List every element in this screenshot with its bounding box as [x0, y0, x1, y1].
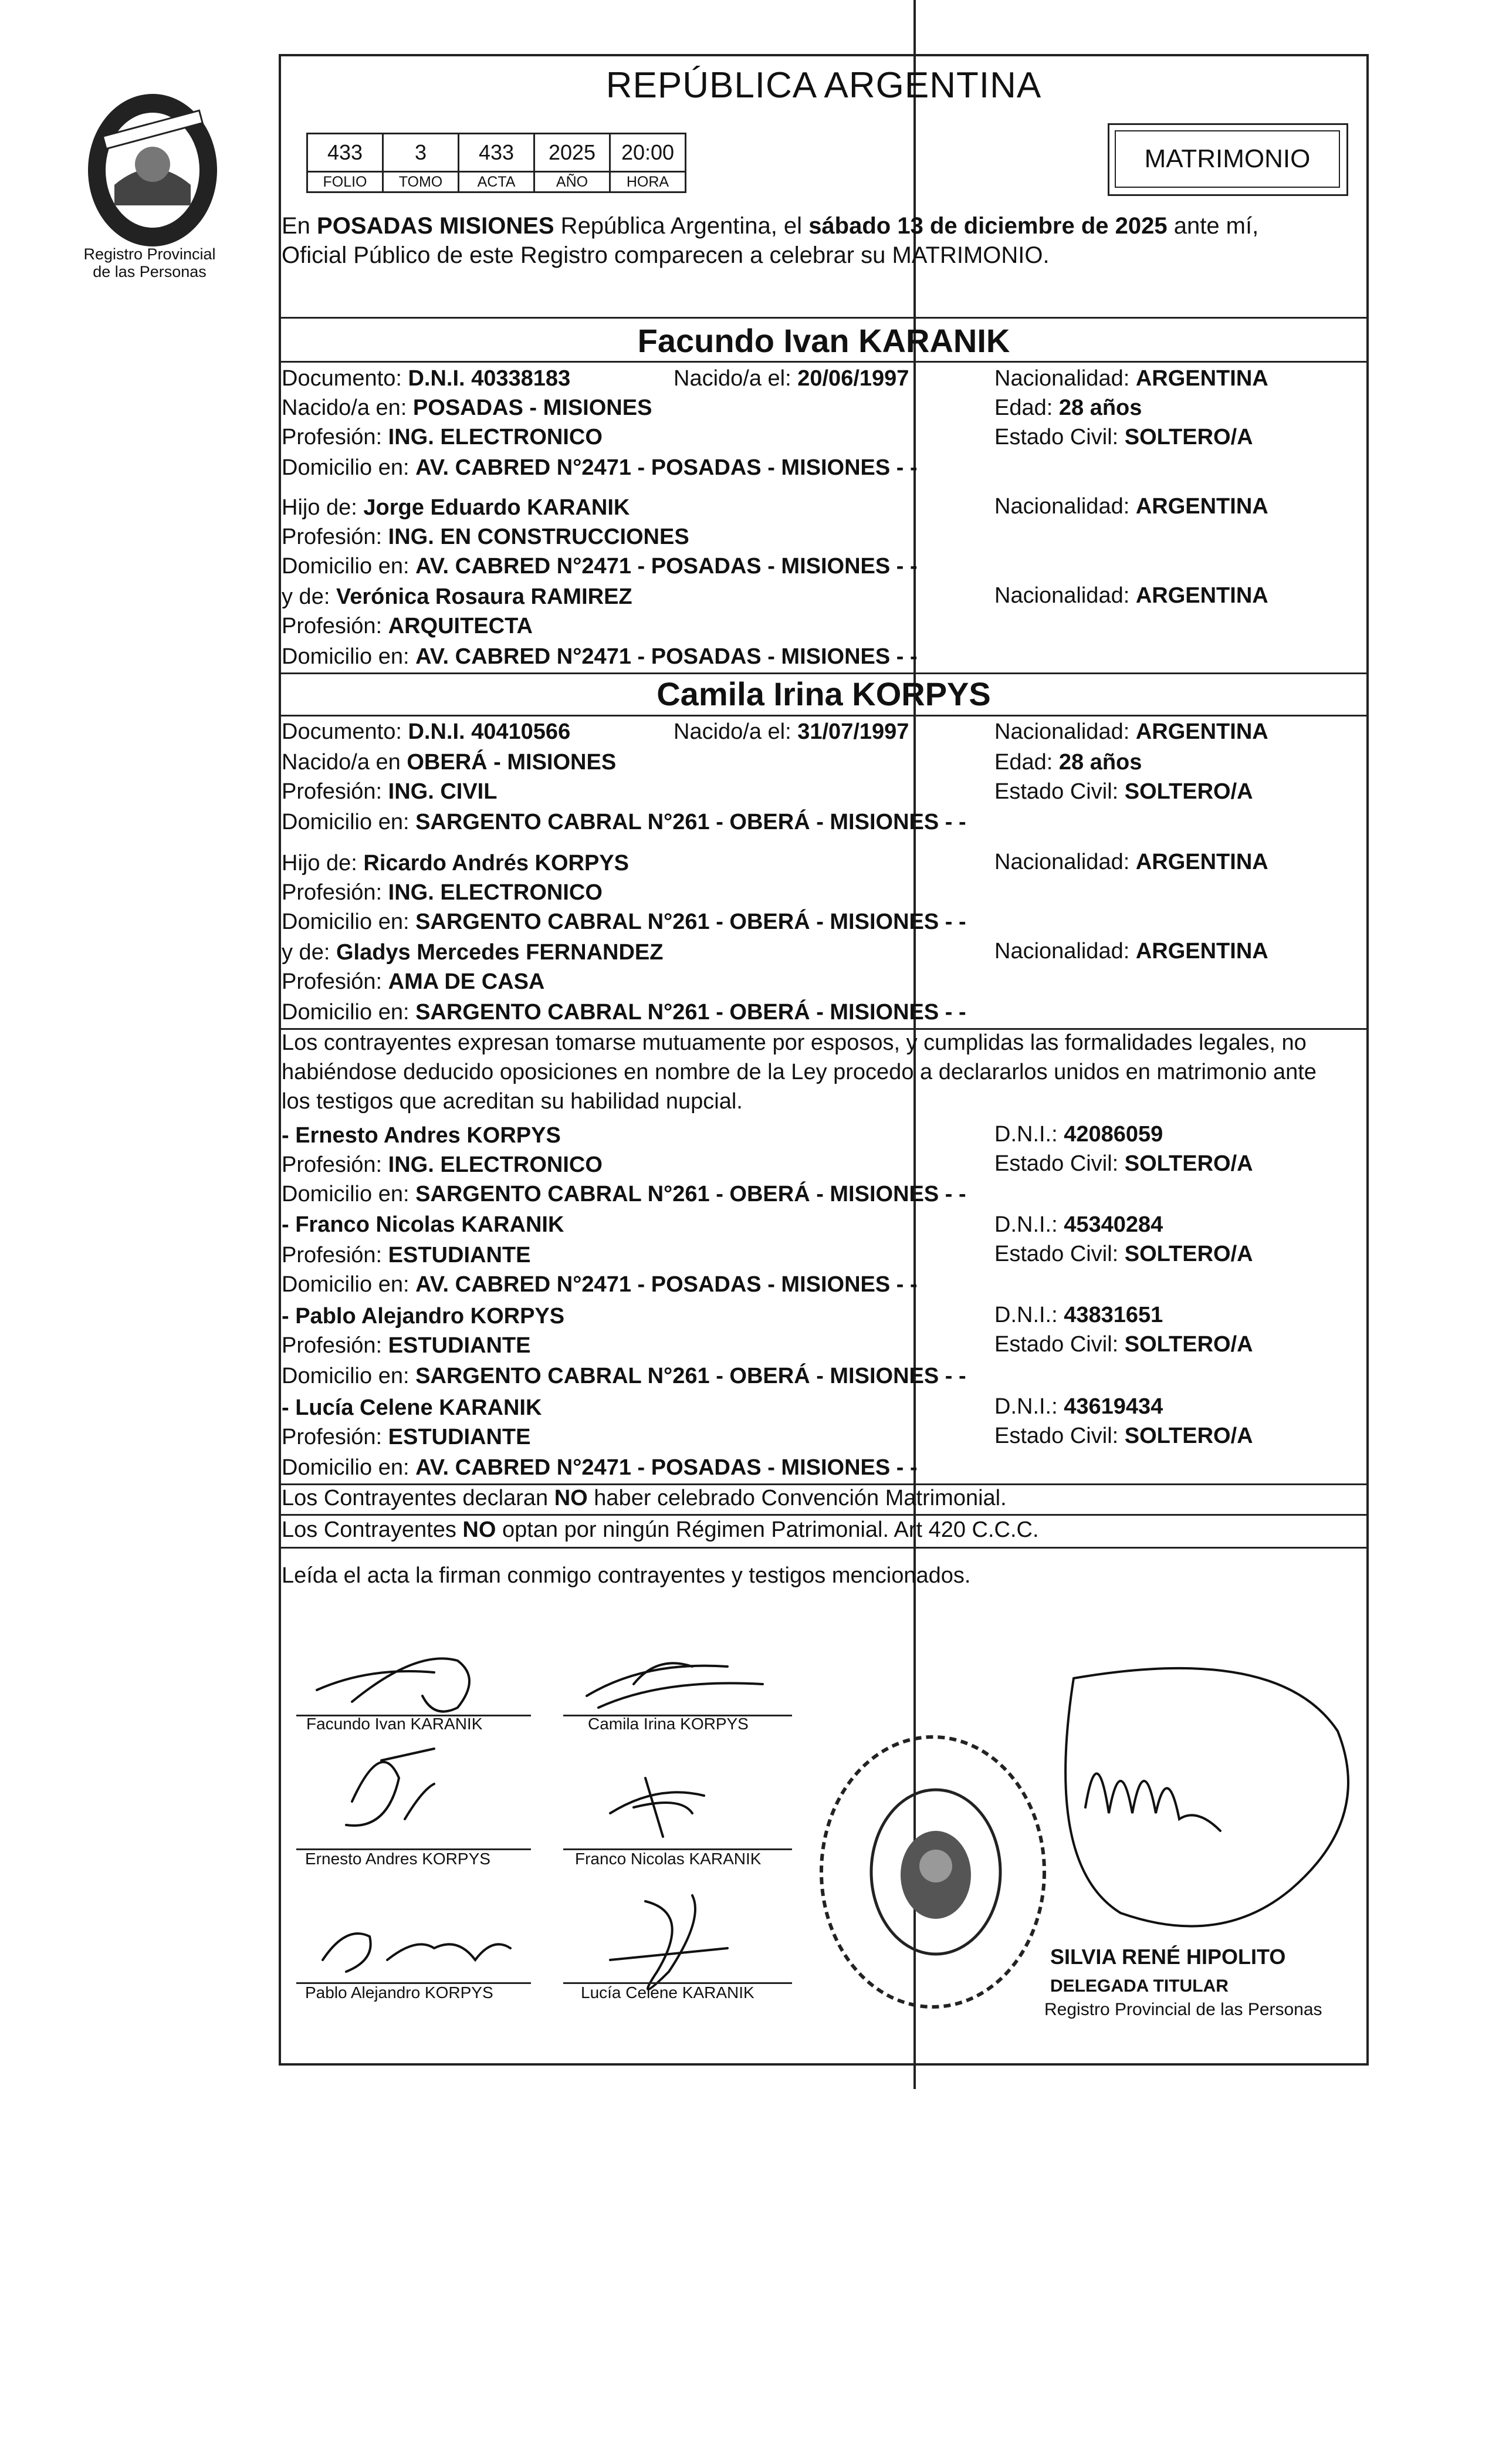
closing-text: Leída el acta la firman conmigo contrayentes y testigos mencionados. [282, 1563, 971, 1588]
groom-address: Domicilio en: AV. CABRED N°2471 - POSADAS - MISIONES - - [282, 455, 918, 480]
intro-line1: En POSADAS MISIONES República Argentina, el sábado 13 de diciembre de 2025 ante mí, [282, 213, 1259, 239]
logo-caption [62, 245, 238, 280]
groom-civil-status: Estado Civil: SOLTERO/A [994, 425, 1253, 449]
bride-mother-nationality: Nacionalidad: ARGENTINA [994, 939, 1268, 964]
folio-value: 433 [307, 134, 383, 172]
groom-born-on: Nacido/a el: 20/06/1997 [674, 366, 909, 391]
witness-name: - Ernesto Andres KORPYS [282, 1123, 561, 1148]
groom-mother-nationality: Nacionalidad: ARGENTINA [994, 583, 1268, 608]
groom-father-name: Hijo de: Jorge Eduardo KARANIK [282, 495, 630, 520]
groom-document: Documento: D.N.I. 40338183 [282, 366, 571, 391]
officer-role: DELEGADA TITULAR [1050, 1976, 1229, 1996]
groom-father-profession: Profesión: ING. EN CONSTRUCCIONES [282, 525, 689, 549]
officer-office: Registro Provincial de las Personas [1044, 2000, 1322, 2019]
acta-value: 433 [459, 134, 534, 172]
signature-label: Franco Nicolas KARANIK [575, 1850, 762, 1868]
registry-seal [816, 1725, 1062, 2019]
witness-civil-status: Estado Civil: SOLTERO/A [994, 1332, 1253, 1357]
tomo-value: 3 [383, 134, 459, 172]
witness-profession: Profesión: ING. ELECTRONICO [282, 1152, 603, 1177]
witness-name: - Pablo Alejandro KORPYS [282, 1304, 565, 1329]
signature-label: Lucía Celene KARANIK [581, 1983, 754, 2002]
officer-name: SILVIA RENÉ HIPOLITO [1050, 1945, 1286, 1969]
groom-mother-name: y de: Verónica Rosaura RAMIREZ [282, 584, 632, 609]
bride-mother-profession: Profesión: AMA DE CASA [282, 969, 545, 994]
signature-label: Camila Irina KORPYS [588, 1715, 749, 1733]
witness-profession: Profesión: ESTUDIANTE [282, 1333, 531, 1358]
declaration-line1: Los contrayentes expresan tomarse mutuamente por esposos, y cumplidas las formalidades legales, no [282, 1030, 1307, 1055]
witness-civil-status: Estado Civil: SOLTERO/A [994, 1424, 1253, 1448]
witness-name: - Franco Nicolas KARANIK [282, 1212, 564, 1237]
provincial-logo [79, 82, 226, 258]
witness-dni: D.N.I.: 42086059 [994, 1122, 1163, 1147]
hora-value: 20:00 [610, 134, 686, 172]
witness-address: Domicilio en: AV. CABRED N°2471 - POSADAS - MISIONES - - [282, 1272, 918, 1297]
divider [279, 361, 1369, 363]
groom-born-in: Nacido/a en: POSADAS - MISIONES [282, 396, 652, 420]
doc-type: MATRIMONIO [1115, 130, 1340, 188]
witness-address: Domicilio en: SARGENTO CABRAL N°261 - OBERÁ - MISIONES - - [282, 1182, 966, 1206]
bride-profession: Profesión: ING. CIVIL [282, 779, 498, 804]
witness-civil-status: Estado Civil: SOLTERO/A [994, 1242, 1253, 1266]
intro-line2: Oficial Público de este Registro comparecen a celebrar su MATRIMONIO. [282, 242, 1050, 268]
witness-dni: D.N.I.: 43619434 [994, 1394, 1163, 1419]
registry-table [306, 133, 686, 193]
groom-nationality: Nacionalidad: ARGENTINA [994, 366, 1268, 391]
signature-label: Facundo Ivan KARANIK [306, 1715, 483, 1733]
witness-address: Domicilio en: AV. CABRED N°2471 - POSADAS - MISIONES - - [282, 1455, 918, 1480]
bride-mother-address: Domicilio en: SARGENTO CABRAL N°261 - OBERÁ - MISIONES - - [282, 1000, 966, 1025]
bride-father-address: Domicilio en: SARGENTO CABRAL N°261 - OBERÁ - MISIONES - - [282, 910, 966, 934]
convention-line: Los Contrayentes declaran NO haber celebrado Convención Matrimonial. [282, 1486, 1007, 1510]
bride-father-name: Hijo de: Ricardo Andrés KORPYS [282, 851, 629, 876]
bride-father-nationality: Nacionalidad: ARGENTINA [994, 850, 1268, 874]
witness-profession: Profesión: ESTUDIANTE [282, 1243, 531, 1268]
bride-born-in: Nacido/a en OBERÁ - MISIONES [282, 750, 617, 775]
declaration-line3: los testigos que acreditan su habilidad nupcial. [282, 1089, 743, 1114]
acta-label: ACTA [459, 172, 534, 192]
bride-mother-name: y de: Gladys Mercedes FERNANDEZ [282, 940, 664, 965]
witness-civil-status: Estado Civil: SOLTERO/A [994, 1151, 1253, 1176]
groom-father-nationality: Nacionalidad: ARGENTINA [994, 494, 1268, 519]
witness-profession: Profesión: ESTUDIANTE [282, 1425, 531, 1449]
groom-profession: Profesión: ING. ELECTRONICO [282, 425, 603, 449]
logo-caption-line1: Registro Provincial [83, 245, 216, 263]
signature-label: Pablo Alejandro KORPYS [305, 1983, 493, 2002]
page-title: REPÚBLICA ARGENTINA [605, 65, 1042, 106]
anio-label: AÑO [534, 172, 610, 192]
regime-line: Los Contrayentes NO optan por ningún Régimen Patrimonial. Art 420 C.C.C. [282, 1517, 1039, 1542]
bride-father-profession: Profesión: ING. ELECTRONICO [282, 880, 603, 905]
witness-dni: D.N.I.: 45340284 [994, 1212, 1163, 1237]
groom-name: Facundo Ivan KARANIK [637, 322, 1010, 359]
divider [279, 1547, 1369, 1549]
signature-label: Ernesto Andres KORPYS [305, 1850, 490, 1868]
bride-document: Documento: D.N.I. 40410566 [282, 719, 571, 744]
bride-age: Edad: 28 años [994, 750, 1142, 775]
divider [279, 672, 1369, 674]
divider [279, 715, 1369, 716]
hora-label: HORA [610, 172, 686, 192]
witness-address: Domicilio en: SARGENTO CABRAL N°261 - OBERÁ - MISIONES - - [282, 1364, 966, 1388]
witness-name: - Lucía Celene KARANIK [282, 1395, 542, 1420]
groom-age: Edad: 28 años [994, 396, 1142, 420]
divider [279, 317, 1369, 319]
groom-mother-address: Domicilio en: AV. CABRED N°2471 - POSADAS - MISIONES - - [282, 644, 918, 669]
witness-dni: D.N.I.: 43831651 [994, 1303, 1163, 1327]
declaration-line2: habiéndose deducido oposiciones en nombre de la Ley procedo a declararlos unidos en matrimonio ante [282, 1060, 1317, 1084]
anio-value: 2025 [534, 134, 610, 172]
bride-nationality: Nacionalidad: ARGENTINA [994, 719, 1268, 744]
bride-name: Camila Irina KORPYS [657, 675, 991, 712]
bride-born-on: Nacido/a el: 31/07/1997 [674, 719, 909, 744]
bride-civil-status: Estado Civil: SOLTERO/A [994, 779, 1253, 804]
bride-address: Domicilio en: SARGENTO CABRAL N°261 - OBERÁ - MISIONES - - [282, 810, 966, 834]
tomo-label: TOMO [383, 172, 459, 192]
logo-caption-line2: de las Personas [93, 263, 207, 280]
groom-mother-profession: Profesión: ARQUITECTA [282, 614, 533, 638]
groom-father-address: Domicilio en: AV. CABRED N°2471 - POSADAS - MISIONES - - [282, 554, 918, 579]
folio-label: FOLIO [307, 172, 383, 192]
